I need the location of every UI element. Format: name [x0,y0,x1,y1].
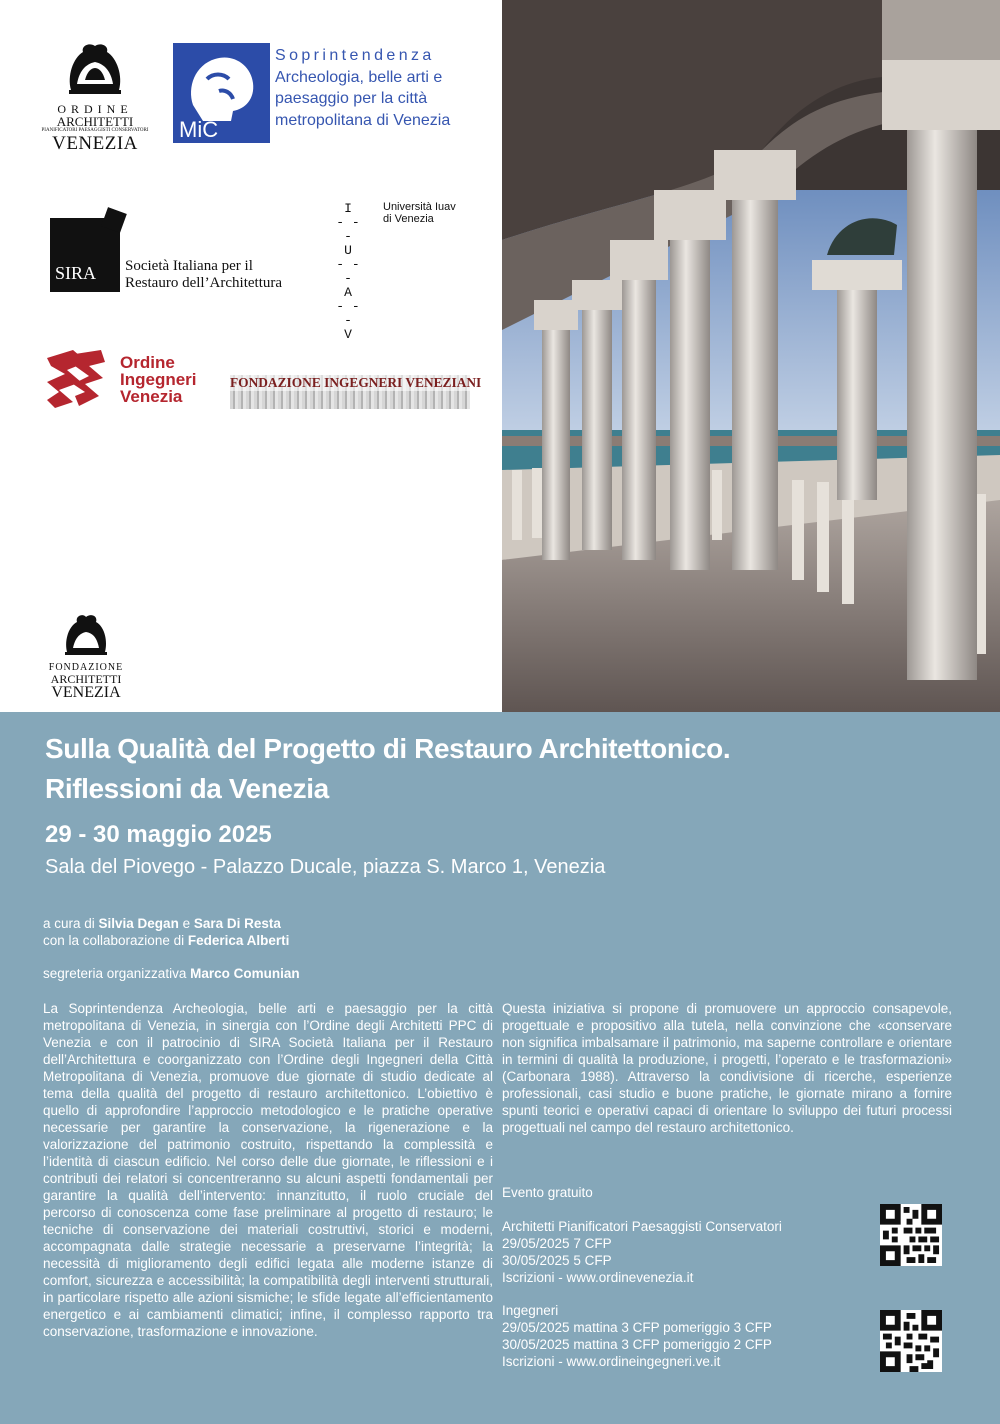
ingegneri-line: Ingegneri [120,370,197,389]
curator-name: Silvia Degan [98,916,179,931]
secretary-prefix: segreteria organizzativa [43,966,191,981]
event-date: 29 - 30 maggio 2025 [45,821,272,848]
sira-mark-text: SIRA [55,263,97,283]
iuav-letter: A [344,285,352,300]
engineers-credits [502,1302,772,1370]
ordine-line4: VENEZIA [52,133,138,154]
event-title-line1: Sulla Qualità del Progetto di Restauro Architettonico. [45,733,731,764]
sira-text [125,258,325,292]
iuav-divider: - - - [336,215,360,244]
architects-heading: Architetti Pianificatori Paesaggisti Conservatori [502,1219,782,1234]
architects-day2: 30/05/2025 5 CFP [502,1253,612,1268]
engineers-signup-link[interactable]: Iscrizioni - www.ordineingegneri.ve.it [502,1354,721,1369]
ordine-line3: PIANIFICATORI PAESAGGISTI CONSERVATORI [41,128,149,133]
mic-line: paesaggio per la città [275,90,428,107]
mic-line: Soprintendenza [275,47,435,64]
engineers-heading: Ingegneri [502,1303,559,1318]
ordine-line2: ARCHITETTI [56,114,134,129]
event-title-line2: Riflessioni da Venezia [45,773,329,804]
ingegneri-mark-icon [45,348,107,410]
iuav-line: Università Iuav [383,201,456,213]
ingegneri-text [120,354,240,405]
iuav-letter: V [344,327,352,342]
architects-day1: 29/05/2025 7 CFP [502,1236,612,1251]
engineers-day1: 29/05/2025 mattina 3 CFP pomeriggio 3 CFP [502,1320,772,1335]
mic-text [275,45,490,131]
loggia-photo [502,0,1000,712]
fondazione-line1: FONDAZIONE [48,662,124,673]
sira-line: Restauro dell’Architettura [125,275,283,291]
architects-credits [502,1218,782,1286]
fondazione-ingegneri-logo [230,375,482,409]
lion-crest-icon [61,612,111,658]
loggia-illustration [502,0,1000,712]
secretary-name: Marco Comunian [190,966,300,981]
engineers-day2: 30/05/2025 mattina 3 CFP pomeriggio 2 CFP [502,1337,772,1352]
collab-prefix: con la collaborazione di [43,933,188,948]
description-left: La Soprintendenza Archeologia, belle arti e paesaggio per la città metropolitana di Venezia, in sinergia con l’Ordine degli Architetti PPC di Venezia e con il patrocinio di SIRA Società Italiana per il Restauro dell’Architettura e coorganizzato con l’Ordine degli Ingegneri della Città Metropolitana di Venezia, promuove due giornate di studio dedicate al tema della qualità del progetto di restauro architettonico. L’obiettivo è quello di approfondire l’approccio metodologico e le pratiche operative necessarie per garantire la conservazione, la rigenerazione e la valorizzazione del patrimonio costruito, rispettando la complessità e l’identità di ciascun edificio. Nel corso delle due giornate, le riflessioni e i contributi dei relatori si concentreranno su alcuni aspetti fondamentali per garantire la qualità dell’intervento: innanzitutto, il ruolo cruciale del percorso di conoscenza come fase preliminare al progetto di restauro; le tecniche di conservazione dei materiali costruttivi, storici e moderni, accompagnata dalle strategie necessarie a preservarne l’integrità; la necessità di miglioramento degli edifici legata alle moderne istanze di comfort, sicurezza e accessibilità; la compatibilità degli interventi strutturali, in particolare rispetto alle azioni sismiche; le sfide legate all’efficientamento energetico e ai cambiamenti climatici; infine, il complesso rapporto tra conservazione, trasformazione e innovazione. [43,1001,493,1339]
ordine-architetti-logo [40,40,150,154]
architects-signup-link[interactable]: Iscrizioni - www.ordinevenezia.it [502,1270,694,1285]
iuav-letter: U [344,243,352,258]
event-title [45,729,945,809]
iuav-letter: I [344,201,352,216]
iuav-divider: - - - [336,299,360,328]
curators-line [43,915,289,932]
free-event: Evento gratuito [502,1185,593,1200]
curated-prefix: a cura di [43,916,99,931]
mic-head-icon [173,43,270,143]
mic-mark: MiC [179,117,219,142]
iuav-divider: - - - [336,257,360,286]
collaboration-line [43,932,289,949]
collaborator-name: Federica Alberti [187,933,290,948]
mic-line: metropolitana di Venezia [275,111,451,129]
fondazione-line2: ARCHITETTI [50,672,122,686]
fondazione-line3: VENEZIA [51,684,121,701]
fondazione-ingegneri-text: FONDAZIONE INGEGNERI VENEZIANI [230,375,482,390]
credits [43,915,289,949]
mic-line: Archeologia, belle arti e [275,68,443,86]
iuav-logo [333,202,363,342]
sira-line: Società Italiana per il [125,258,253,274]
mic-logo [173,43,270,143]
ingegneri-line: Ordine [120,353,175,372]
ordine-line1: ORDINE [57,102,133,116]
fondazione-architetti-logo [40,612,132,701]
ingegneri-line: Venezia [120,387,183,406]
and-text: e [178,916,194,931]
info-band [0,712,1000,1424]
secretary-line [43,965,300,983]
iuav-line: di Venezia [383,212,434,225]
lion-crest-icon [63,40,127,98]
curator-name: Sara Di Resta [193,916,281,931]
event-venue: Sala del Piovego - Palazzo Ducale, piazza S. Marco 1, Venezia [45,856,606,878]
iuav-name [383,202,456,225]
qr-code-ingegneri[interactable] [880,1310,942,1372]
description-right: Questa iniziativa si propone di promuovere un approccio consapevole, progettuale e propositivo alla tutela, nella convinzione che «conservare non significa imbalsamare il patrimonio, ma saperne controllare e orientare in termini di qualità la produzione, i progetti, l’operato e le trasformazioni» (Carbonara 1988). Attraverso la condivisione di ricerche, esperienze professionali, casi studio e buone pratiche, le giornate mirano a fornire spunti teorici e operativi capaci di orientare lo sviluppo dei futuri processi progettuali nel campo del restauro architettonico. [502,1001,952,1135]
qr-code-architetti[interactable] [880,1204,942,1266]
